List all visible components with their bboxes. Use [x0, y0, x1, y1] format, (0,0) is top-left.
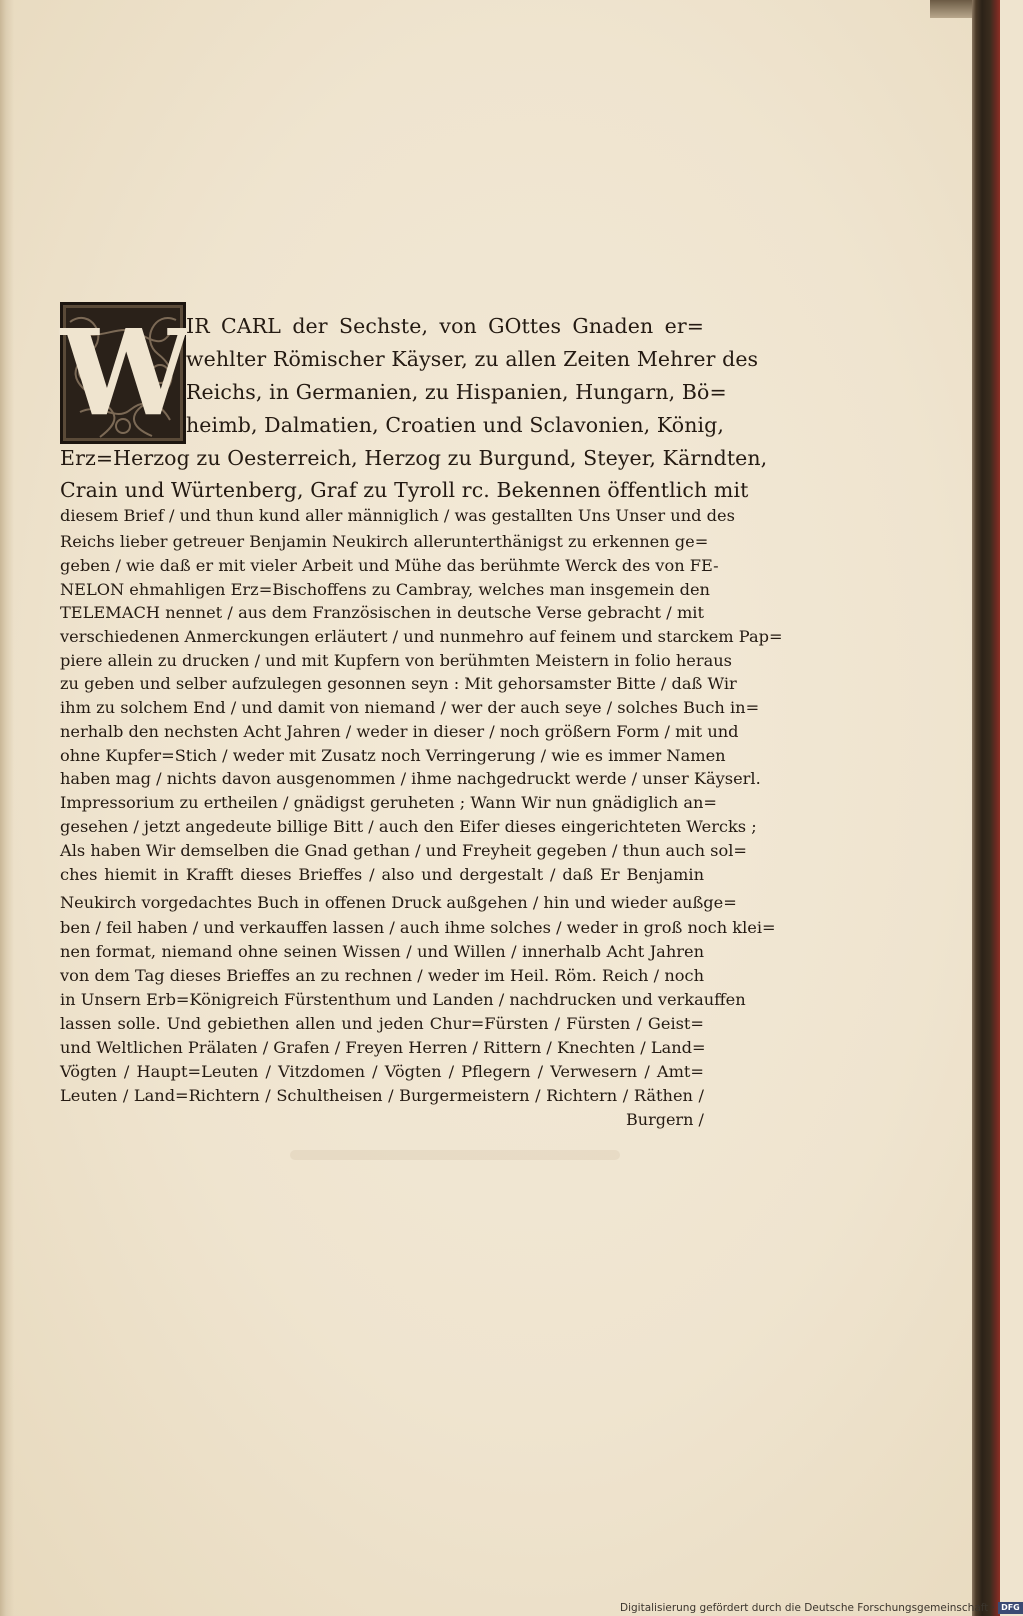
- text-line: NELON ehmahligen Erz=Bischoffens zu Cambray, welches man insgemein den: [60, 580, 710, 599]
- text-line: Als haben Wir demselben die Gnad gethan / und Freyheit gegeben / thun auch sol=: [60, 841, 747, 860]
- text-line: Reichs, in Germanien, zu Hispanien, Hungarn, Bö=: [186, 380, 727, 404]
- text-line: Neukirch vorgedachtes Buch in offenen Druck außgehen / hin und wieder außge=: [60, 893, 737, 912]
- show-through-shadow: [230, 250, 650, 320]
- text-line: Vögten / Haupt=Leuten / Vitzdomen / Vögten / Pflegern / Verwesern / Amt=: [60, 1062, 704, 1081]
- digitization-credit: [620, 1600, 1020, 1616]
- text-line: geben / wie daß er mit vieler Arbeit und Mühe das berühmte Werck des von FE-: [60, 556, 719, 575]
- text-line: Impressorium zu ertheilen / gnädigst geruheten ; Wann Wir nun gnädiglich an=: [60, 793, 717, 812]
- text-line: ben / feil haben / und verkauffen lassen / auch ihme solches / weder in groß noch klei=: [60, 918, 776, 937]
- text-line: verschiedenen Anmerckungen erläutert / und nunmehro auf feinem und starckem Pap=: [60, 627, 783, 646]
- text-line: ihm zu solchem End / und damit von niemand / wer der auch seye / solches Buch in=: [60, 698, 760, 717]
- text-line: haben mag / nichts davon ausgenommen / ihme nachgedruckt werde / unser Käyserl.: [60, 769, 761, 788]
- text-line: ches hiemit in Krafft dieses Brieffes / also und dergestalt / daß Er Benjamin: [60, 865, 704, 884]
- text-line: zu geben und selber aufzulegen gesonnen seyn : Mit gehorsamster Bitte / daß Wir: [60, 674, 737, 693]
- text-line: von dem Tag dieses Brieffes an zu rechnen / weder im Heil. Röm. Reich / noch: [60, 966, 704, 985]
- text-line: wehlter Römischer Käyser, zu allen Zeiten Mehrer des: [186, 347, 759, 371]
- decorated-initial: [60, 302, 191, 444]
- text-line: Leuten / Land=Richtern / Schultheisen / Burgermeistern / Richtern / Räthen /: [60, 1086, 704, 1105]
- book-gutter: [0, 0, 14, 1616]
- show-through-line: [290, 1150, 620, 1160]
- credit-text: Digitalisierung gefördert durch die Deutsche Forschungsgemeinschaft ·: [620, 1602, 996, 1614]
- text-line: TELEMACH nennet / aus dem Französischen in deutsche Verse gebracht / mit: [60, 603, 704, 622]
- text-line: heimb, Dalmatien, Croatien und Sclavonien, König,: [186, 413, 725, 437]
- text-line: piere allein zu drucken / und mit Kupfern von berühmten Meistern in folio heraus: [60, 651, 732, 670]
- text-line: diesem Brief / und thun kund aller männiglich / was gestallten Uns Unser und des: [60, 506, 735, 525]
- text-line: nerhalb den nechsten Acht Jahren / weder in dieser / noch größern Form / mit und: [60, 722, 739, 741]
- catchword: Burgern /: [626, 1110, 704, 1129]
- text-line: gesehen / jetzt angedeute billige Bitt / auch den Eifer dieses eingerichteten Wercks ;: [60, 817, 757, 836]
- text-line: Crain und Würtenberg, Graf zu Tyroll rc. Bekennen öffentlich mit: [60, 478, 749, 502]
- text-line: lassen solle. Und gebiethen allen und jeden Chur=Fürsten / Fürsten / Geist=: [60, 1014, 704, 1033]
- book-edge-top: [930, 0, 974, 18]
- text-line: in Unsern Erb=Königreich Fürstenthum und Landen / nachdrucken und verkauffen: [60, 990, 746, 1009]
- book-edge-right: [972, 0, 1000, 1616]
- text-line: Erz=Herzog zu Oesterreich, Herzog zu Burgund, Steyer, Kärndten,: [60, 446, 768, 470]
- dfg-logo-icon: DFG: [998, 1602, 1023, 1614]
- text-line: ohne Kupfer=Stich / weder mit Zusatz noch Verringerung / wie es immer Namen: [60, 746, 726, 765]
- initial-letter: W: [60, 303, 191, 442]
- text-line: und Weltlichen Prälaten / Grafen / Freyen Herren / Rittern / Knechten / Land=: [60, 1038, 706, 1057]
- text-line: Reichs lieber getreuer Benjamin Neukirch allerunterthänigst zu erkennen ge=: [60, 532, 709, 551]
- text-line: nen format, niemand ohne seinen Wissen / und Willen / innerhalb Acht Jahren: [60, 942, 704, 961]
- text-line: IR CARL der Sechste, von GOttes Gnaden er=: [186, 314, 704, 338]
